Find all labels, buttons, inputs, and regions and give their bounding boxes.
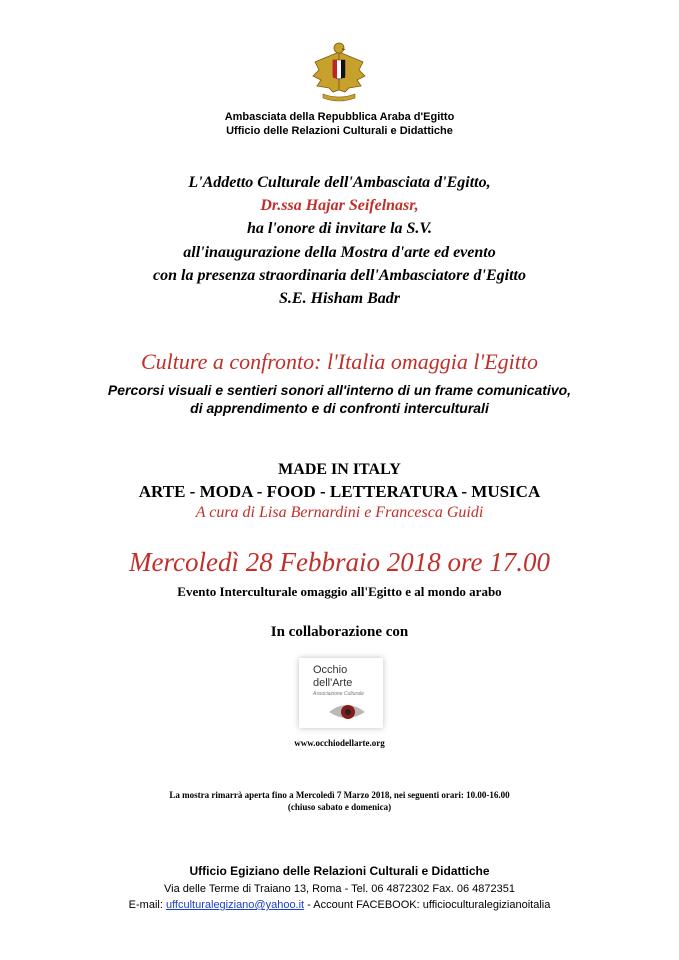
footer-email-label: E-mail: bbox=[128, 899, 166, 911]
event-subtitle-1: Percorsi visuali e sentieri sonori all'interno di un frame comunicativo, bbox=[107, 382, 572, 398]
invitation-line-6: S.E. Hisham Badr bbox=[279, 290, 400, 307]
event-title: Culture a confronto: l'Italia omaggia l'Egitto bbox=[140, 349, 539, 374]
footer-email-link[interactable]: uffculturalegiziano@yahoo.it bbox=[165, 899, 305, 911]
partner-logo-line-2: dell'Arte bbox=[313, 677, 353, 689]
footer-address: Via delle Terme di Traiano 13, Roma - Tel. 06 4872302 Fax. 06 4872351 bbox=[163, 883, 515, 895]
footer-office: Ufficio Egiziano delle Relazioni Culturali e Didattiche bbox=[189, 864, 490, 878]
invitation-name: Dr.ssa Hajar Seifelnasr, bbox=[260, 197, 419, 214]
invitation-line-3: ha l'onore di invitare la S.V. bbox=[246, 220, 433, 237]
invitation-line-1: L'Addetto Culturale dell'Ambasciata d'Egitto, bbox=[188, 174, 491, 191]
partner-logo-line-3: Associazione Culturale bbox=[313, 691, 364, 697]
collaboration-label: In collaborazione con bbox=[270, 624, 409, 640]
event-description: Evento Interculturale omaggio all'Egitto e al mondo arabo bbox=[177, 584, 502, 599]
closing-days: (chiuso sabato e domenica) bbox=[287, 802, 392, 812]
invitation-line-4: all'inaugurazione della Mostra d'arte ed evento bbox=[183, 244, 496, 261]
event-curators: A cura di Lisa Bernardini e Francesca Guidi bbox=[195, 504, 484, 521]
embassy-name: Ambasciata della Repubblica Araba d'Egitto bbox=[224, 111, 455, 123]
partner-website[interactable]: www.occhiodellarte.org bbox=[294, 738, 385, 748]
eagle-emblem-icon bbox=[311, 40, 367, 104]
partner-logo-line-1: Occhio bbox=[313, 664, 348, 676]
event-subtitle-2: di apprendimento e di confronti interculturali bbox=[190, 400, 489, 416]
partner-logo bbox=[299, 658, 383, 728]
footer-facebook: - Account FACEBOOK: ufficioculturalegizianoitalia bbox=[304, 899, 551, 911]
made-in-italy: MADE IN ITALY bbox=[278, 461, 401, 478]
event-date: Mercoledì 28 Febbraio 2018 ore 17.00 bbox=[129, 547, 550, 577]
opening-hours: La mostra rimarrà aperta fino a Mercoledì 7 Marzo 2018, nei seguenti orari: 10.00-16.00 bbox=[169, 790, 510, 800]
invitation-line-5: con la presenza straordinaria dell'Ambasciatore d'Egitto bbox=[153, 267, 526, 284]
event-categories: ARTE - MODA - FOOD - LETTERATURA - MUSICA bbox=[138, 482, 541, 501]
footer-contacts bbox=[0, 897, 679, 913]
eye-icon bbox=[327, 698, 367, 724]
embassy-office: Ufficio delle Relazioni Culturali e Didattiche bbox=[226, 125, 453, 137]
